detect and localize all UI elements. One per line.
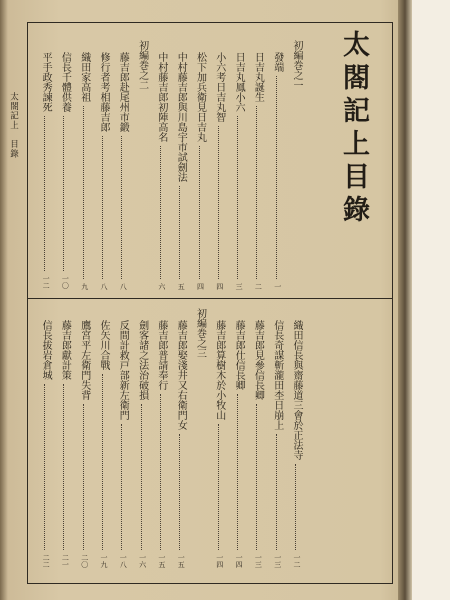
book-gutter (398, 0, 412, 600)
toc-entry-label: 信長奇謀斬瀧田杢日崩上 (271, 320, 283, 430)
page-title: 太閤記上目錄 (338, 30, 369, 228)
toc-page-number: 一〇 (61, 275, 70, 289)
toc-page-number: 一 (273, 283, 282, 290)
toc-page-number: 一九 (100, 554, 108, 568)
toc-page-number: 一五 (157, 554, 166, 568)
toc-entry-label: 藤吉郎算樹木於小牧山 (213, 320, 225, 420)
dot-leader (102, 136, 103, 279)
block-divider (27, 298, 393, 299)
dot-leader (218, 424, 219, 550)
toc-entry-label: 鷹宮平左衛門失背 (78, 320, 90, 400)
dot-leader (44, 116, 45, 271)
toc-entry-label: 劍客諸之法治破損 (136, 320, 148, 400)
dot-leader (102, 374, 103, 550)
dot-leader (160, 146, 161, 279)
dot-leader (295, 464, 296, 550)
dot-leader (63, 116, 64, 271)
toc-page-number: 四 (196, 283, 205, 290)
toc-page-number: 二二 (42, 554, 51, 568)
toc-page-number: 五 (177, 283, 186, 290)
dot-leader (179, 434, 180, 550)
toc-entry-label: 信長拔岩倉城 (40, 320, 52, 380)
toc-entry-label: 發端 (271, 52, 283, 72)
toc-entry-label: 佐矢川合戰 (98, 320, 109, 370)
dot-leader (44, 384, 45, 550)
dot-leader (237, 394, 238, 550)
facing-page-edge (412, 0, 450, 600)
toc-entry-label: 中村藤吉郎與川島宇市試劍法 (175, 52, 187, 182)
dot-leader (237, 116, 238, 279)
toc-entry-label: 藤吉郎獻計策 (59, 320, 71, 380)
toc-page-number: 一四 (235, 554, 244, 568)
toc-entry-label: 反間計救戸部新左衛門 (117, 320, 129, 420)
toc-entry-label: 藤吉郎普請奉行 (155, 320, 167, 390)
toc-page-number: 二一 (61, 554, 70, 568)
toc-entry-label: 藤吉郎仕信長卿 (233, 320, 245, 390)
toc-page-number: 一二 (293, 554, 301, 568)
toc-page-number: 三 (235, 283, 244, 290)
toc-entry-label: 日吉丸誕生 (252, 52, 264, 102)
toc-entry-label: 修行者考相藤吉郎 (98, 52, 109, 132)
toc-page-number: 二 (254, 283, 263, 290)
toc-page-number: 六 (157, 283, 166, 290)
dot-leader (199, 146, 200, 279)
dot-leader (256, 404, 257, 550)
toc-entry-label: 松下加兵衛見日吉丸 (194, 52, 206, 142)
section-heading: 初編巻之三 (194, 308, 206, 358)
dot-leader (83, 106, 84, 279)
dot-leader (121, 136, 122, 279)
dot-leader (141, 404, 142, 550)
toc-entry-label: 藤吉郎赴尾州市鍛 (117, 52, 129, 132)
dot-leader (160, 394, 161, 550)
dot-leader (121, 424, 122, 550)
toc-page-number: 八 (100, 283, 108, 290)
toc-page-number: 九 (80, 283, 89, 290)
dot-leader (83, 404, 84, 550)
dot-leader (276, 434, 277, 550)
dot-leader (179, 186, 180, 279)
toc-page-number: 一三 (273, 554, 282, 568)
dot-leader (63, 384, 64, 550)
toc-entry-label: 小六考日吉丸智 (213, 52, 225, 122)
toc-entry-label: 藤吉郎娶淺井又右衛門女 (175, 320, 187, 430)
toc-entry-label: 藤吉郎見參信長卿 (252, 320, 264, 400)
dot-leader (256, 106, 257, 279)
dot-leader (218, 126, 219, 279)
toc-page-number: 一五 (177, 554, 186, 568)
toc-entry-label: 信長千體供養 (59, 52, 71, 112)
toc-entry-label: 中村藤吉郎初陣高名 (155, 52, 167, 142)
toc-entry-label: 平手政秀諫死 (40, 52, 52, 112)
toc-page-number: 四 (215, 283, 224, 290)
toc-entry-label: 織田家高祖 (78, 52, 90, 102)
dot-leader (276, 76, 277, 279)
toc-entry-label: 織田信長與齋藤道三會於正法寺 (291, 320, 302, 460)
toc-page-number: 一二 (42, 275, 51, 289)
section-heading: 初編巻之二 (136, 40, 148, 90)
toc-entry-label: 日吉丸鳳小六 (233, 52, 245, 112)
toc-page-number: 一四 (215, 554, 224, 568)
toc-page-number: 二〇 (80, 554, 89, 568)
spine-header: 太閤記上 目錄 (8, 92, 19, 159)
toc-page-number: 八 (119, 283, 128, 290)
toc-page-number: 一八 (119, 554, 128, 568)
toc-page-number: 一六 (138, 554, 147, 568)
section-heading: 初編巻之一 (291, 40, 302, 90)
toc-page-number: 一三 (254, 554, 263, 568)
